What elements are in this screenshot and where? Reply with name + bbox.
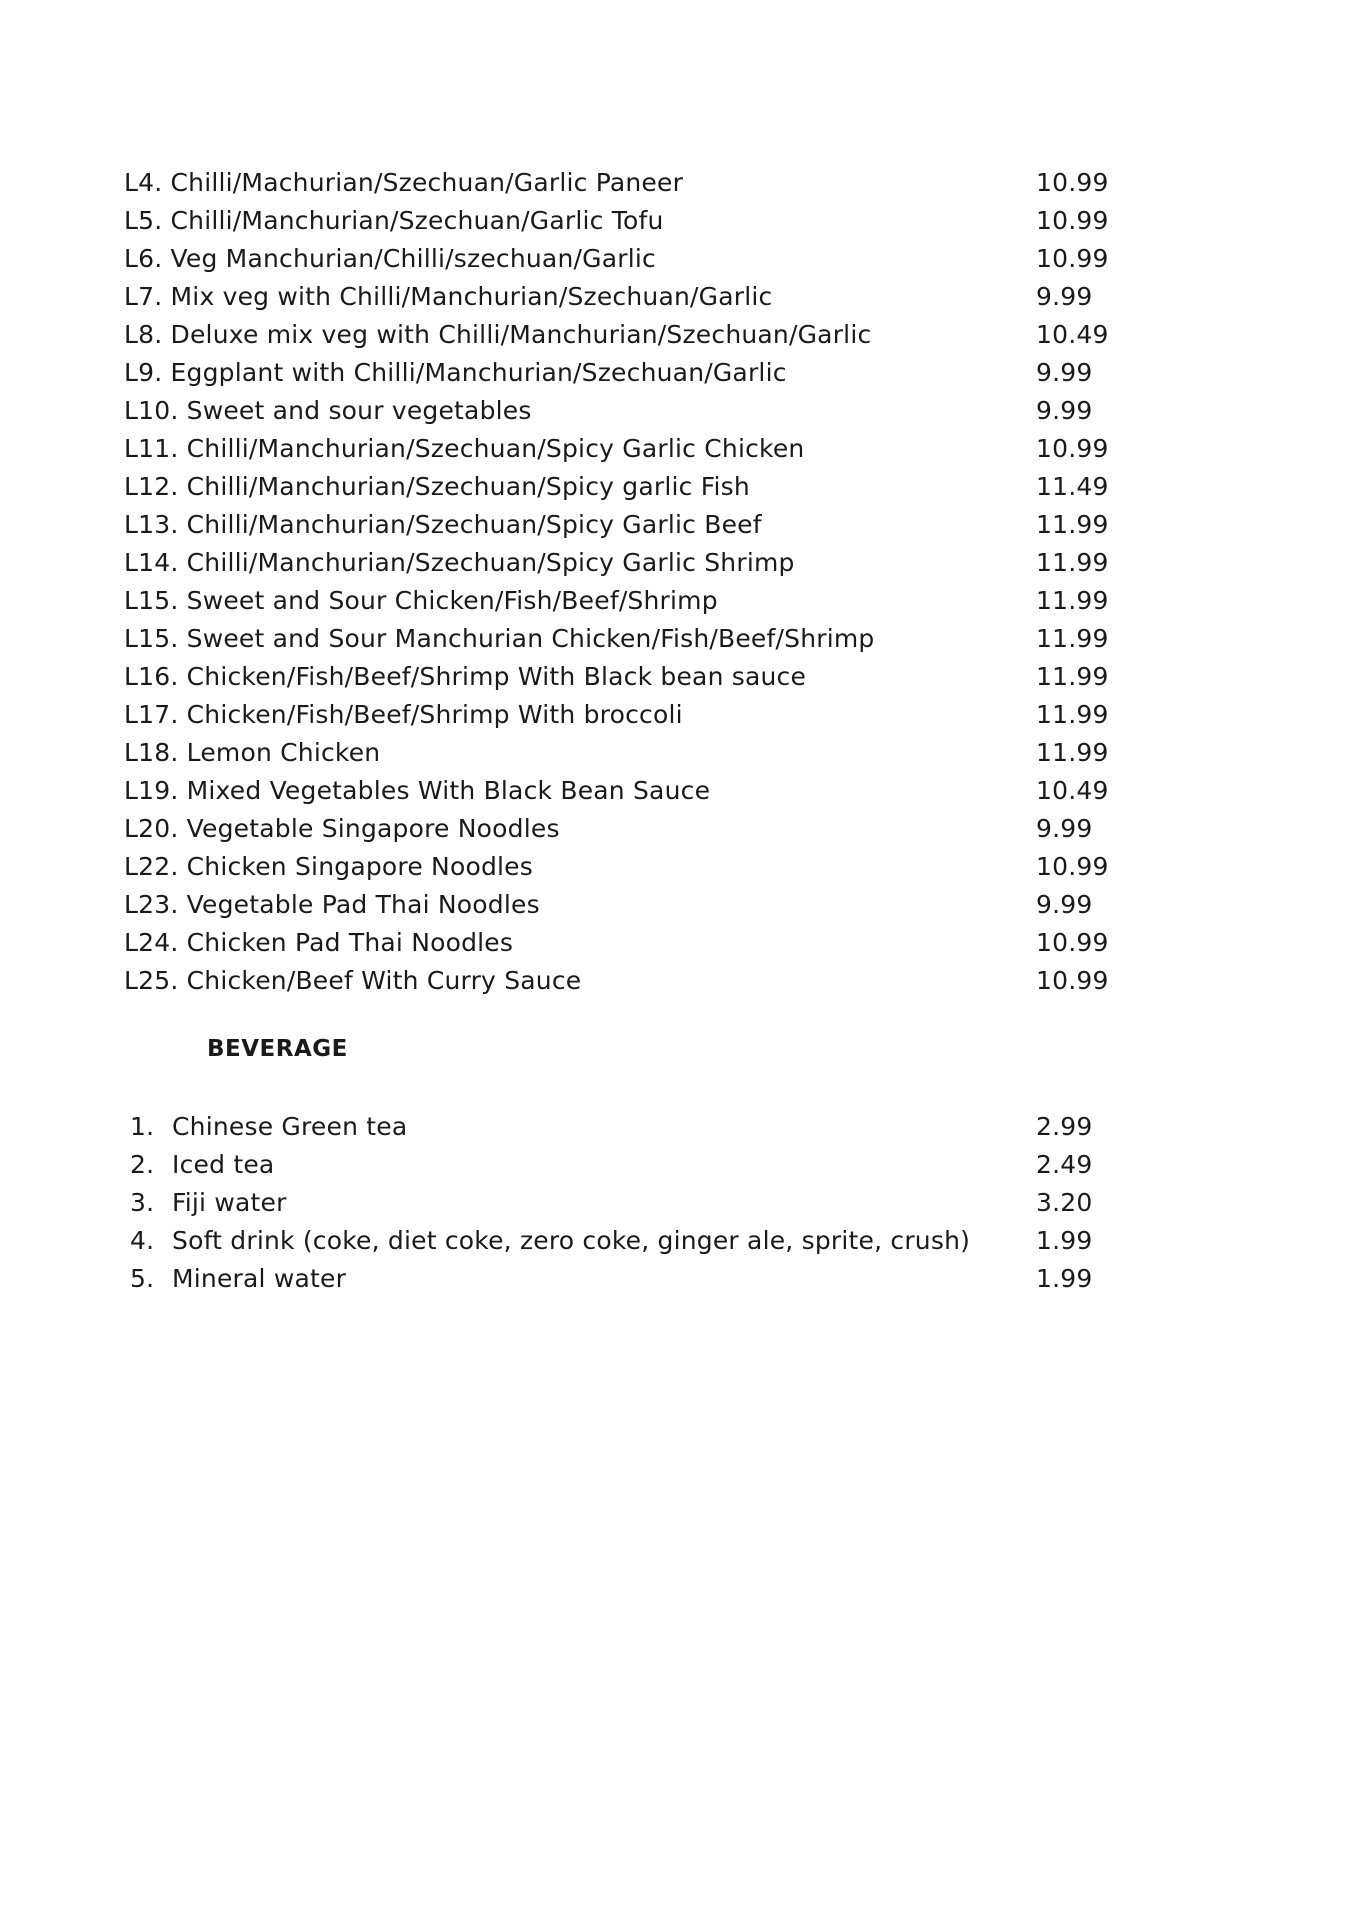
beverage-name: Fiji water — [172, 1188, 287, 1217]
item-name: L15. Sweet and Sour Manchurian Chicken/Fish/Beef/Shrimp — [124, 624, 875, 653]
menu-item — [124, 734, 1124, 772]
item-name: L19. Mixed Vegetables With Black Bean Sauce — [124, 776, 711, 805]
item-name: L11. Chilli/Manchurian/Szechuan/Spicy Garlic Chicken — [124, 434, 805, 463]
item-price: 10.99 — [1036, 852, 1109, 881]
item-name: L17. Chicken/Fish/Beef/Shrimp With broccoli — [124, 700, 683, 729]
menu-item — [124, 392, 1124, 430]
item-name: L9. Eggplant with Chilli/Manchurian/Szechuan/Garlic — [124, 358, 787, 387]
beverage-number: 3. — [130, 1188, 155, 1217]
menu-item — [124, 924, 1124, 962]
item-price: 10.49 — [1036, 320, 1109, 349]
menu-item — [124, 164, 1124, 202]
item-name: L10. Sweet and sour vegetables — [124, 396, 532, 425]
menu-item — [124, 848, 1124, 886]
item-name: L5. Chilli/Manchurian/Szechuan/Garlic Tofu — [124, 206, 664, 235]
item-name: L20. Vegetable Singapore Noodles — [124, 814, 560, 843]
item-price: 11.99 — [1036, 586, 1109, 615]
item-name: L16. Chicken/Fish/Beef/Shrimp With Black bean sauce — [124, 662, 807, 691]
item-price: 11.49 — [1036, 472, 1109, 501]
menu-item — [124, 202, 1124, 240]
menu-item — [124, 316, 1124, 354]
item-price: 9.99 — [1036, 890, 1093, 919]
item-price: 9.99 — [1036, 358, 1093, 387]
beverage-price: 1.99 — [1036, 1264, 1093, 1293]
beverage-item — [124, 1108, 1124, 1146]
item-name: L4. Chilli/Machurian/Szechuan/Garlic Paneer — [124, 168, 684, 197]
beverage-item — [124, 1222, 1124, 1260]
item-price: 9.99 — [1036, 282, 1093, 311]
item-price: 10.99 — [1036, 966, 1109, 995]
item-price: 10.49 — [1036, 776, 1109, 805]
item-name: L24. Chicken Pad Thai Noodles — [124, 928, 514, 957]
item-name: L23. Vegetable Pad Thai Noodles — [124, 890, 540, 919]
item-name: L12. Chilli/Manchurian/Szechuan/Spicy garlic Fish — [124, 472, 750, 501]
beverage-name: Chinese Green tea — [172, 1112, 408, 1141]
item-price: 11.99 — [1036, 662, 1109, 691]
beverage-name: Iced tea — [172, 1150, 275, 1179]
menu-item — [124, 354, 1124, 392]
beverage-price: 3.20 — [1036, 1188, 1093, 1217]
item-name: L18. Lemon Chicken — [124, 738, 381, 767]
item-price: 10.99 — [1036, 244, 1109, 273]
item-name: L14. Chilli/Manchurian/Szechuan/Spicy Garlic Shrimp — [124, 548, 795, 577]
beverage-price: 2.49 — [1036, 1150, 1093, 1179]
item-price: 10.99 — [1036, 928, 1109, 957]
beverage-item — [124, 1260, 1124, 1298]
menu-item — [124, 430, 1124, 468]
lunch-menu-list — [124, 164, 1124, 1000]
menu-item — [124, 544, 1124, 582]
item-price: 9.99 — [1036, 814, 1093, 843]
beverage-name: Soft drink (coke, diet coke, zero coke, ginger ale, sprite, crush) — [172, 1226, 971, 1255]
item-name: L22. Chicken Singapore Noodles — [124, 852, 533, 881]
item-price: 11.99 — [1036, 738, 1109, 767]
menu-item — [124, 696, 1124, 734]
beverage-number: 4. — [130, 1226, 155, 1255]
menu-item — [124, 772, 1124, 810]
item-name: L6. Veg Manchurian/Chilli/szechuan/Garlic — [124, 244, 656, 273]
beverage-item — [124, 1146, 1124, 1184]
menu-item — [124, 962, 1124, 1000]
beverage-item — [124, 1184, 1124, 1222]
item-price: 10.99 — [1036, 434, 1109, 463]
item-price: 11.99 — [1036, 548, 1109, 577]
item-price: 11.99 — [1036, 510, 1109, 539]
menu-item — [124, 620, 1124, 658]
beverage-number: 5. — [130, 1264, 155, 1293]
menu-item — [124, 278, 1124, 316]
menu-item — [124, 886, 1124, 924]
beverage-price: 1.99 — [1036, 1226, 1093, 1255]
item-name: L13. Chilli/Manchurian/Szechuan/Spicy Garlic Beef — [124, 510, 762, 539]
item-price: 9.99 — [1036, 396, 1093, 425]
item-price: 10.99 — [1036, 168, 1109, 197]
menu-item — [124, 810, 1124, 848]
beverage-number: 2. — [130, 1150, 155, 1179]
menu-item — [124, 240, 1124, 278]
beverage-list — [124, 1108, 1124, 1298]
menu-item — [124, 468, 1124, 506]
item-name: L7. Mix veg with Chilli/Manchurian/Szechuan/Garlic — [124, 282, 773, 311]
beverage-heading: BEVERAGE — [207, 1036, 348, 1062]
item-price: 10.99 — [1036, 206, 1109, 235]
item-price: 11.99 — [1036, 700, 1109, 729]
item-price: 11.99 — [1036, 624, 1109, 653]
item-name: L8. Deluxe mix veg with Chilli/Manchurian/Szechuan/Garlic — [124, 320, 872, 349]
item-name: L25. Chicken/Beef With Curry Sauce — [124, 966, 582, 995]
menu-item — [124, 582, 1124, 620]
item-name: L15. Sweet and Sour Chicken/Fish/Beef/Shrimp — [124, 586, 718, 615]
beverage-name: Mineral water — [172, 1264, 347, 1293]
beverage-number: 1. — [130, 1112, 155, 1141]
menu-item — [124, 506, 1124, 544]
beverage-price: 2.99 — [1036, 1112, 1093, 1141]
menu-item — [124, 658, 1124, 696]
